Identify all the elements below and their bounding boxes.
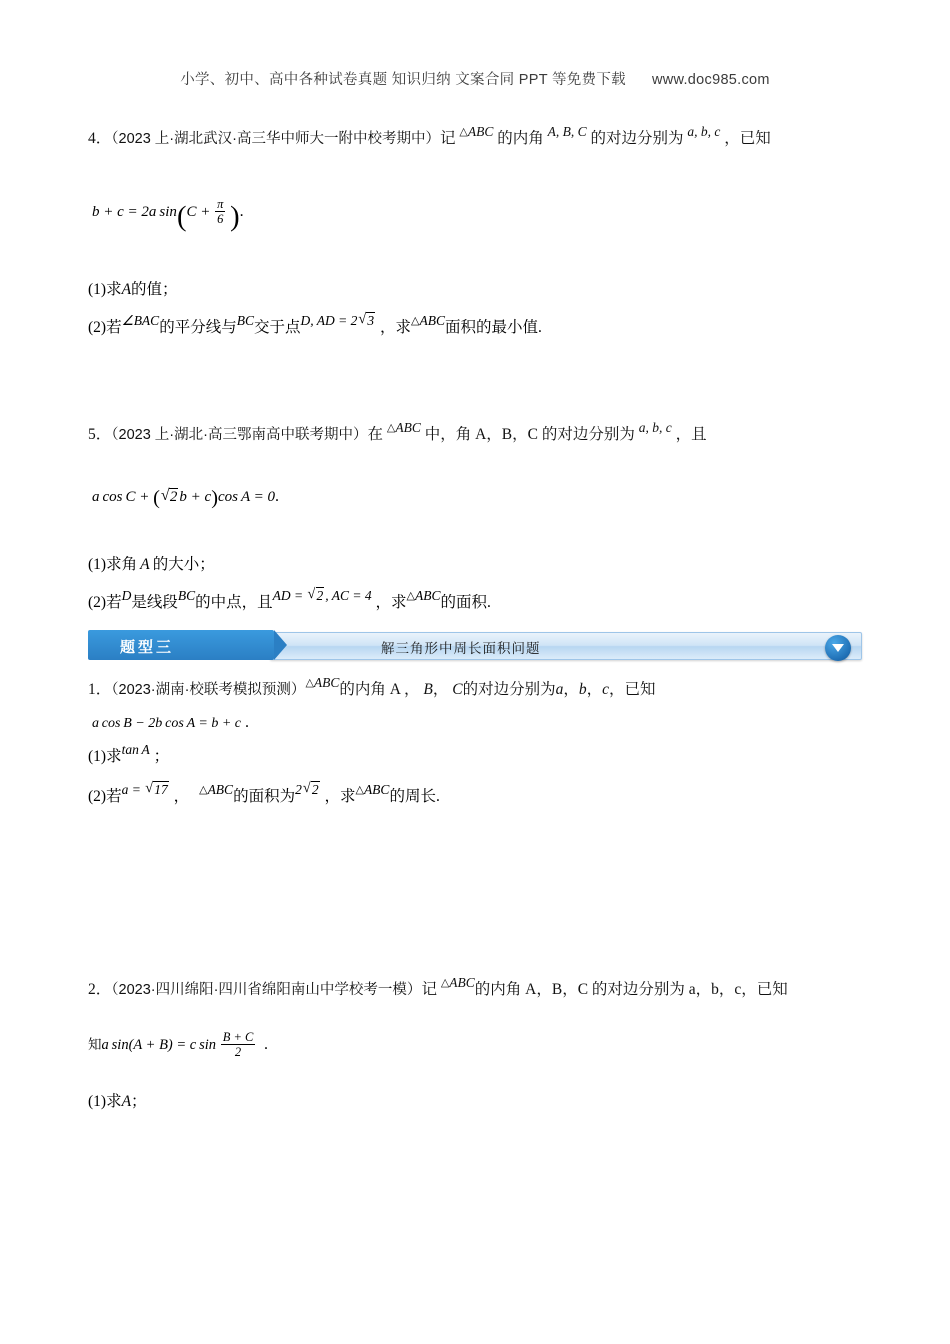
section-question-2-stem-b: 的内角 A，B，C 的对边分别为 a，b，c，已知 — [474, 980, 788, 998]
question-4-part-2: (2)若∠BAC的平分线与BC交于点D, AD = 2 √ 3 ，求△ABC面积的最小值. — [88, 315, 862, 337]
section-question-1-c1: ， — [432, 681, 449, 699]
section-question-2-stem-a: 记 — [421, 980, 437, 998]
question-5-triangle: △ABC — [386, 420, 421, 436]
question-5-stem-b: 中，角 A，B，C 的对边分别为 — [424, 426, 635, 444]
section-question-1-formula-tail: . — [245, 713, 250, 731]
section-banner-bar — [270, 632, 862, 660]
section-question-2-stem — [88, 974, 862, 1002]
section-question-1-part-1: (1)求tan A ； — [88, 741, 170, 765]
chevron-down-glyph — [830, 641, 846, 655]
section-question-1-number: 1． — [88, 681, 112, 699]
section-question-1-b2: b — [578, 681, 587, 699]
question-5-source: （2023 上·湖北·高三鄂南高中联考期中） — [111, 427, 368, 444]
section-question-2-triangle: △ABC — [440, 974, 475, 990]
spacer-block — [88, 806, 862, 924]
question-4 — [88, 124, 862, 337]
question-4-stem-d: ，已知 — [724, 130, 771, 147]
question-5 — [88, 420, 862, 612]
section-question-1-c2: c — [602, 681, 610, 699]
question-5-part-1: (1)求角 A 的大小； — [88, 556, 215, 574]
question-4-angles: A, B, C — [547, 124, 587, 139]
section-question-1-stem-d: 的对边分别为 — [462, 681, 556, 699]
section-question-1-stem — [88, 675, 862, 702]
section-question-2-formula-tail: . — [263, 1035, 268, 1053]
section-banner — [88, 630, 862, 660]
question-4-formula: b + c = 2a sin(C + $\frac{\pi}{6}$ ). — [92, 196, 244, 233]
section-question-1-source: （2023·湖南·校联考模拟预测） — [111, 682, 306, 699]
question-5-sides: a, b, c — [638, 420, 672, 436]
section-question-1-b: B — [423, 681, 433, 699]
question-5-stem-c: ，且 — [675, 426, 707, 444]
header-site-url: www.doc985.com — [651, 72, 770, 88]
fraction-b-plus-c-over-2: $\frac{B + C}{2}$ — [222, 1029, 254, 1059]
section-question-1-comma2: ， — [586, 681, 603, 699]
header-promo-text: 小学、初中、高中各种试卷真题 知识归纳 文案合同 PPT 等免费下载 — [180, 72, 626, 88]
question-5-stem-a: 在 — [367, 426, 383, 444]
question-4-part-1: (1)求A的值； — [88, 281, 178, 299]
question-4-stem — [88, 124, 862, 151]
section-question-1-part-2: (2)若a = √ 17 ， △ABC的面积为2 √ 2 ，求△ABC的周长. — [88, 784, 862, 806]
section-question-1-c: C — [452, 681, 463, 699]
question-5-number: 5． — [88, 426, 112, 444]
section-question-1-triangle: △ABC — [305, 675, 340, 691]
section-question-2 — [88, 974, 862, 1111]
question-4-stem-c: 的对边分别为 — [590, 130, 684, 147]
section-question-1-a2: a — [555, 681, 564, 699]
section-question-1-comma1: ， — [563, 681, 579, 699]
question-4-stem-a: 记 — [439, 130, 456, 147]
fraction-pi-6: $\frac{\pi}{6}$ — [217, 196, 224, 226]
question-4-triangle: △ABC — [459, 124, 494, 139]
question-4-stem-b: 的内角 — [497, 130, 544, 147]
chevron-down-icon[interactable] — [825, 635, 851, 661]
question-4-number: 4． — [88, 130, 112, 147]
section-question-1-formula: a cos B − 2b cos A = b + c . — [92, 713, 250, 731]
section-question-2-source: （2023·四川绵阳·四川省绵阳南山中学校考一模） — [111, 981, 422, 998]
section-question-1 — [88, 675, 862, 806]
question-5-formula-tail: . — [274, 488, 279, 506]
section-question-2-formula: 知a sin(A + B) = c sin $\frac{B + C}{2}$ . — [88, 1029, 268, 1059]
question-4-formula-tail: . — [239, 202, 244, 220]
question-4-source: （2023 上·湖北武汉·高三华中师大一附中校考期中） — [111, 131, 440, 147]
section-question-2-part-1: (1)求A； — [88, 1092, 147, 1110]
section-question-1-stem-e: ，已知 — [609, 681, 656, 699]
section-tag — [88, 630, 274, 660]
section-title: 解三角形中周长面积问题 — [381, 641, 541, 657]
question-5-stem — [88, 420, 862, 447]
section-tag-label: 题型三 — [120, 639, 175, 657]
spacer-block-2 — [88, 924, 862, 978]
question-5-part-2: (2)若D是线段BC的中点，且AD = √ 2 , AC = 4 ，求△ABC的面积. — [88, 590, 862, 612]
page-header — [88, 0, 862, 89]
question-4-sides: a, b, c — [687, 124, 721, 139]
section-question-2-number: 2． — [88, 980, 112, 998]
question-5-formula: a cos C + ( √ 2 b + c)cos A = 0. — [88, 487, 862, 510]
section-question-1-stem-b: 的内角 A ， — [339, 681, 420, 699]
